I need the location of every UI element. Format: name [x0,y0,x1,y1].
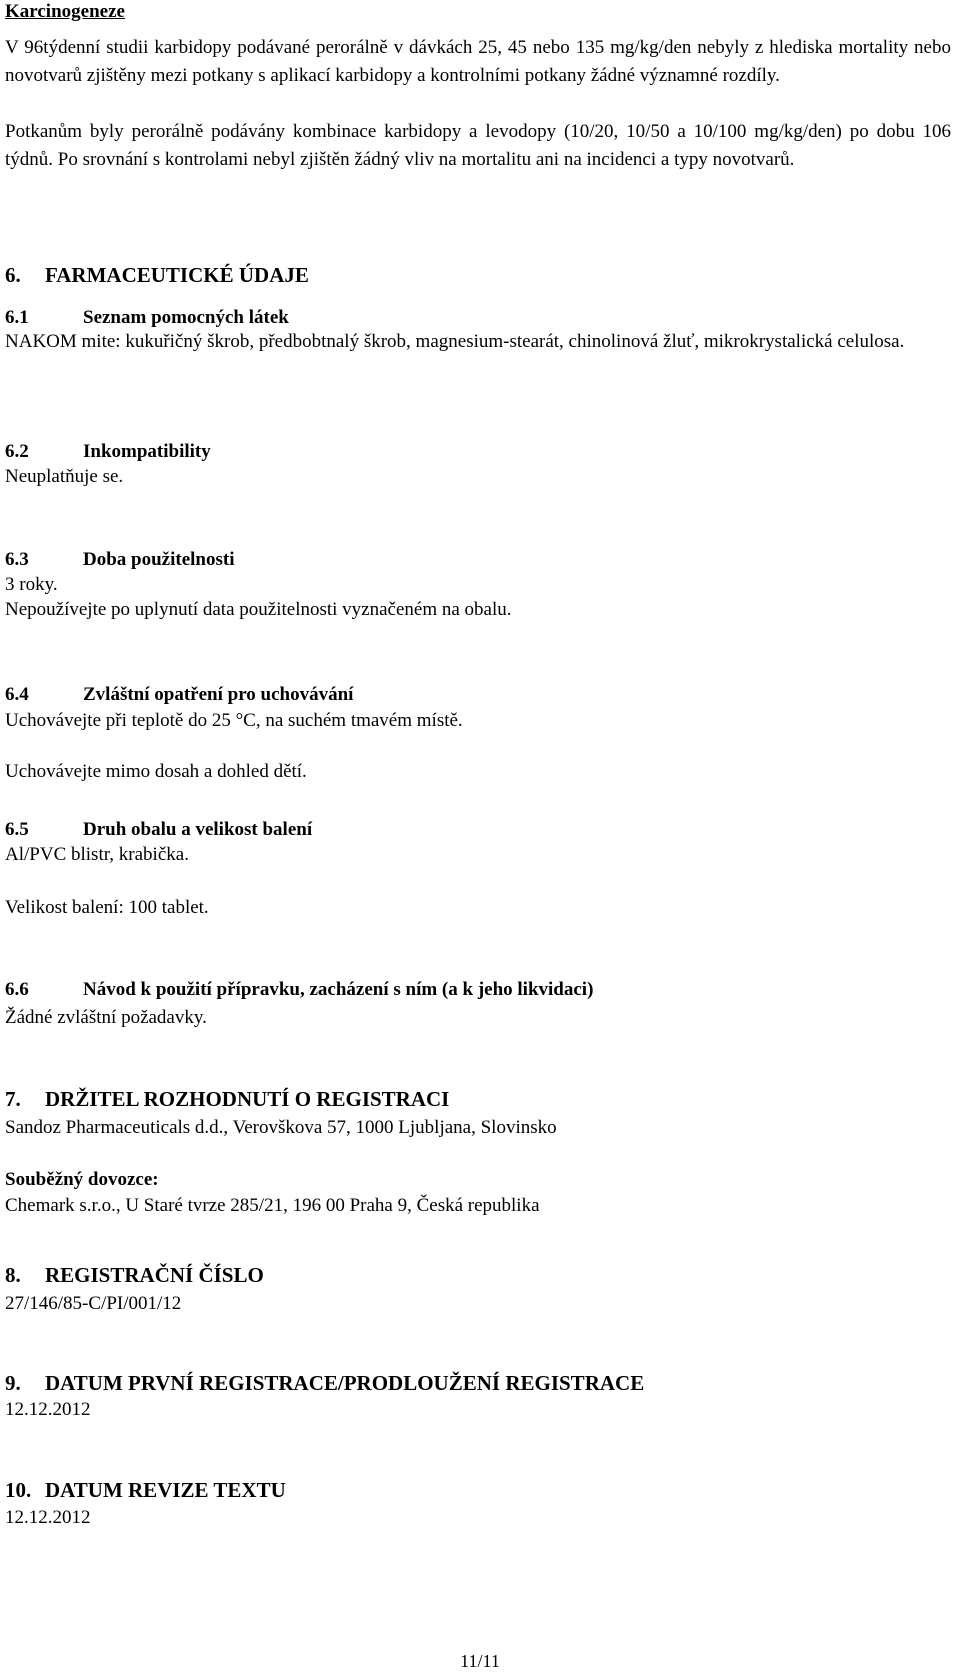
section-7-title: DRŽITEL ROZHODNUTÍ O REGISTRACI [45,1087,450,1111]
section-6-4-line-2: Uchovávejte mimo dosah a dohled dětí. [5,761,307,782]
section-6-4-number: 6.4 [5,684,29,705]
section-6-3-title: Doba použitelnosti [83,549,235,570]
section-6-number: 6. [5,263,21,287]
marketing-authorisation-holder: Sandoz Pharmaceuticals d.d., Verovškova 57, 1000 Ljubljana, Slovinsko [5,1117,557,1138]
section-8-title: REGISTRAČNÍ ČÍSLO [45,1263,264,1287]
section-6-5-number: 6.5 [5,819,29,840]
section-6-4-heading [5,683,353,707]
section-6-3-heading [5,548,235,572]
section-6-1-title: Seznam pomocných látek [83,307,289,328]
section-6-title: FARMACEUTICKÉ ÚDAJE [45,263,309,287]
text-revision-date: 12.12.2012 [5,1507,91,1528]
section-10-number: 10. [5,1478,32,1502]
section-6-5-heading [5,818,312,842]
section-8-number: 8. [5,1263,21,1287]
section-6-heading [5,262,309,288]
section-6-5-title: Druh obalu a velikost balení [83,819,313,840]
section-6-4-title: Zvláštní opatření pro uchovávání [83,684,354,705]
section-6-6-heading [5,978,593,1002]
section-6-2-number: 6.2 [5,441,29,462]
section-6-3-line-2: Nepoužívejte po uplynutí data použitelnosti vyznačeném na obalu. [5,599,512,620]
carcinogenesis-paragraph-1: V 96týdenní studii karbidopy podávané perorálně v dávkách 25, 45 nebo 135 mg/kg/den nebyly z hlediska mortality nebo novotvarů zjištěny mezi potkany s aplikací karbidopy a kontrolními potkany žádné významné rozdíly. [5,37,951,86]
parallel-importer: Chemark s.r.o., U Staré tvrze 285/21, 196 00 Praha 9, Česká republika [5,1195,540,1216]
section-6-1-number: 6.1 [5,307,29,328]
section-8-heading [5,1262,264,1288]
section-9-heading [5,1370,644,1396]
carcinogenesis-paragraph-2: Potkanům byly perorálně podávány kombinace karbidopy a levodopy (10/20, 10/50 a 10/100 mg/kg/den) po dobu 106 týdnů. Po srovnání s kontrolami nebyl zjištěn žádný vliv na mortalitu ani na incidenci a typy novotvarů. [5,121,951,170]
section-6-6-text: Žádné zvláštní požadavky. [5,1007,207,1028]
section-6-2-title: Inkompatibility [83,441,211,462]
section-6-6-number: 6.6 [5,979,29,1000]
section-6-3-number: 6.3 [5,549,29,570]
carcinogenesis-heading: Karcinogeneze [5,1,125,22]
section-10-heading [5,1477,286,1503]
section-10-title: DATUM REVIZE TEXTU [45,1478,286,1502]
section-6-5-line-1: Al/PVC blistr, krabička. [5,844,189,865]
section-7-number: 7. [5,1087,21,1111]
parallel-importer-label: Souběžný dovozce: [5,1169,159,1190]
section-9-title: DATUM PRVNÍ REGISTRACE/PRODLOUŽENÍ REGISTRACE [45,1371,645,1395]
section-6-2-heading [5,440,211,464]
section-9-number: 9. [5,1371,21,1395]
section-6-3-line-1: 3 roky. [5,574,58,595]
section-6-4-line-1: Uchovávejte při teplotě do 25 °C, na suchém tmavém místě. [5,710,463,731]
section-6-1-text: NAKOM mite: kukuřičný škrob, předbobtnalý škrob, magnesium-stearát, chinolinová žluť, mikrokrystalická celulosa. [5,331,905,352]
section-6-1-heading [5,306,289,330]
first-registration-date: 12.12.2012 [5,1399,91,1420]
registration-number: 27/146/85-C/PI/001/12 [5,1293,182,1314]
section-6-2-text: Neuplatňuje se. [5,466,124,487]
page-number: 11/11 [460,1651,500,1671]
section-6-5-line-2: Velikost balení: 100 tablet. [5,897,209,918]
section-6-6-title: Návod k použití přípravku, zacházení s ním (a k jeho likvidaci) [83,979,594,1000]
section-7-heading [5,1086,449,1112]
